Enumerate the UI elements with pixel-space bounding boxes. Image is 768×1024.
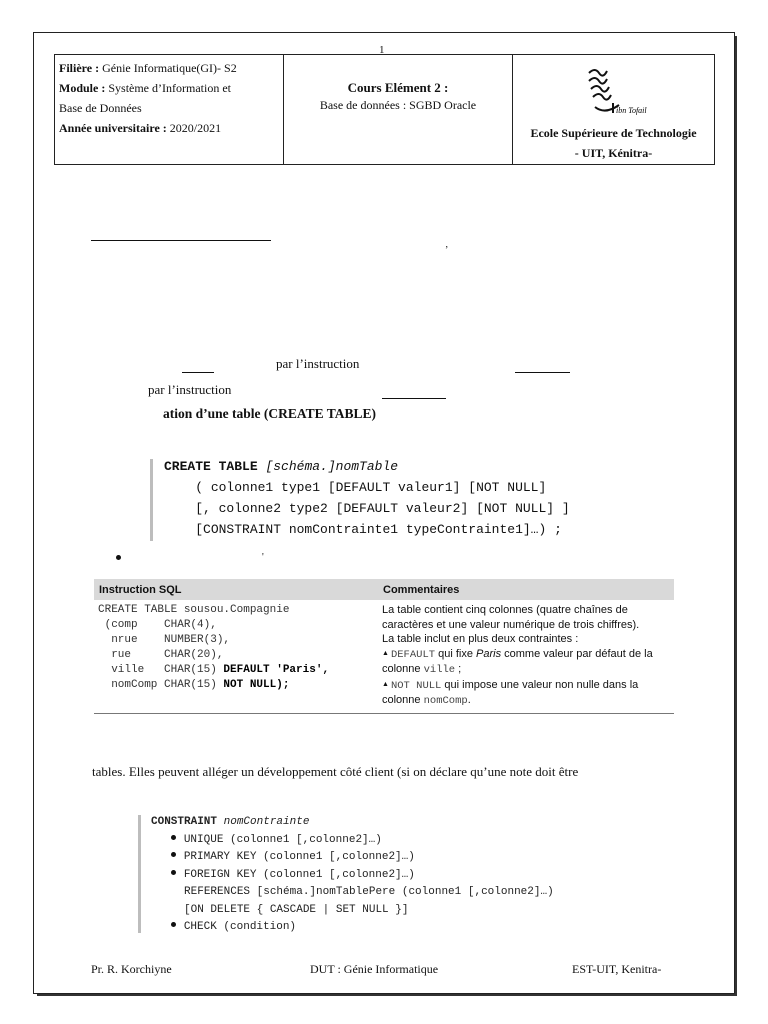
university-logo xyxy=(575,59,655,123)
constraint-unique: UNIQUE (colonne1 [,colonne2]…) xyxy=(183,833,382,846)
header-course-cell xyxy=(283,55,512,164)
constraint-syntax xyxy=(151,814,554,937)
sql-code-cell xyxy=(94,600,378,709)
header-commentaires: Commentaires xyxy=(383,583,460,596)
stray-tick: ' xyxy=(262,552,264,563)
sql-table-header xyxy=(94,579,674,600)
page-shadow-bottom xyxy=(37,994,737,996)
sql-code-line: nrue NUMBER(3), xyxy=(98,634,231,646)
bullet-icon xyxy=(171,835,176,840)
constraint-kw: CONSTRAINT xyxy=(151,816,218,828)
section-heading: ation d’une table (CREATE TABLE) xyxy=(163,406,377,421)
header-school-cell xyxy=(512,55,714,164)
syntax-line-2: ( colonne1 type1 [DEFAULT valeur1] [NOT NULL] xyxy=(195,480,547,495)
create-table-syntax xyxy=(164,456,570,540)
course-title: Cours Elément 2 : xyxy=(347,80,449,95)
syntax-kw-create: CREATE TABLE xyxy=(164,459,258,474)
annee-value: 2020/2021 xyxy=(166,121,222,135)
comment-line-2: La table inclut en plus deux contraintes : xyxy=(382,633,579,645)
underline-blank-3 xyxy=(515,372,570,373)
comment-line-1: La table contient cinq colonnes (quatre chaînes de caractères et une valeur numérique de trois chiffres). xyxy=(382,604,640,631)
comment-paris: Paris xyxy=(476,647,502,660)
filiere-label: Filière : xyxy=(59,61,100,75)
footer-program: DUT : Génie Informatique xyxy=(310,962,439,976)
underline-blank-4 xyxy=(382,398,446,399)
sql-code-line: nomComp CHAR(15) xyxy=(98,679,224,691)
sql-comment-cell xyxy=(378,600,674,709)
module-value-2: Base de Données xyxy=(59,101,142,115)
comment-kw-notnull: NOT NULL xyxy=(390,679,442,692)
footer-school: EST-UIT, Kenitra- xyxy=(572,962,662,976)
filiere-value: Génie Informatique(GI)- S2 xyxy=(99,61,237,75)
header-info-cell xyxy=(55,55,283,164)
sql-code-line: CREATE TABLE sousou.Compagnie xyxy=(98,604,290,616)
module-value: Système d’Information et xyxy=(105,81,231,95)
annee-label: Année universitaire : xyxy=(59,121,167,135)
constraint-references: REFERENCES [schéma.]nomTablePere (colonne1 [,colonne2]…) xyxy=(184,886,554,898)
comment-text: comme valeur par défaut de la colonne xyxy=(382,647,653,675)
stray-mark: ’ xyxy=(445,245,449,256)
sql-table-row xyxy=(94,600,674,714)
header-table xyxy=(54,54,715,165)
bullet-icon xyxy=(171,870,176,875)
school-name xyxy=(513,123,714,163)
underline-blank-1 xyxy=(91,240,271,241)
sql-code-notnull: NOT NULL); xyxy=(223,679,290,691)
instruction-text-1: par l’instruction xyxy=(276,356,360,371)
comment-text: qui impose une valeur non nulle dans la colonne xyxy=(382,678,639,706)
page-shadow-right xyxy=(735,36,737,996)
constraint-check: CHECK (condition) xyxy=(183,921,297,933)
instruction-text-2: par l’instruction xyxy=(148,382,232,397)
syntax-line-1: [schéma.]nomTable xyxy=(265,459,399,474)
comment-text: . xyxy=(467,694,471,706)
constraint-on-delete: [ON DELETE { CASCADE | SET NULL }] xyxy=(184,903,409,916)
constraint-name: nomContrainte xyxy=(223,816,310,828)
module-label: Module : xyxy=(59,81,106,95)
page-number: 1 xyxy=(379,44,385,56)
bullet-icon xyxy=(171,852,176,857)
constraint-primary: PRIMARY KEY (colonne1 [,colonne2]…) xyxy=(183,851,415,863)
triangle-bullet-icon: ▲ xyxy=(382,680,389,688)
sql-code-default: DEFAULT 'Paris', xyxy=(223,664,330,676)
school-line-2: - UIT, Kénitra- xyxy=(574,146,653,160)
bullet-point xyxy=(116,555,121,560)
sql-example-table xyxy=(94,579,674,714)
syntax-line-4: [CONSTRAINT nomContrainte1 typeContrainte1]…) ; xyxy=(195,522,562,537)
sql-code-line: rue CHAR(20), xyxy=(98,649,224,661)
code-rule-constraint xyxy=(138,815,141,933)
comment-text: ; xyxy=(455,663,462,675)
body-paragraph: tables. Elles peuvent alléger un développement côté client (si on déclare qu’une note doit être xyxy=(92,764,579,779)
course-subtitle: Base de données : SGBD Oracle xyxy=(319,98,477,112)
header-instruction-sql: Instruction SQL xyxy=(99,583,182,596)
school-line-1: Ecole Supérieure de Technologie xyxy=(530,126,697,140)
constraint-foreign: FOREIGN KEY (colonne1 [,colonne2]…) xyxy=(183,868,415,881)
comment-kw-default: DEFAULT xyxy=(390,648,436,661)
comment-line-3 xyxy=(382,647,674,678)
triangle-bullet-icon: ▲ xyxy=(382,649,389,657)
comment-kw-nomcomp: nomComp xyxy=(423,695,468,707)
comment-kw-ville: ville xyxy=(423,664,456,676)
logo-text: ibn Tofail xyxy=(616,106,647,115)
sql-code-line: ville CHAR(15) xyxy=(98,664,224,676)
footer-author: Pr. R. Korchiyne xyxy=(91,962,172,976)
bullet-icon xyxy=(171,922,176,927)
comment-text: qui fixe xyxy=(435,647,477,660)
comment-line-4 xyxy=(382,678,674,709)
sql-code-line: (comp CHAR(4), xyxy=(98,619,217,631)
syntax-line-3: [, colonne2 type2 [DEFAULT valeur2] [NOT NULL] ] xyxy=(195,501,570,516)
underline-blank-2 xyxy=(182,372,214,373)
code-rule-create xyxy=(150,459,153,541)
